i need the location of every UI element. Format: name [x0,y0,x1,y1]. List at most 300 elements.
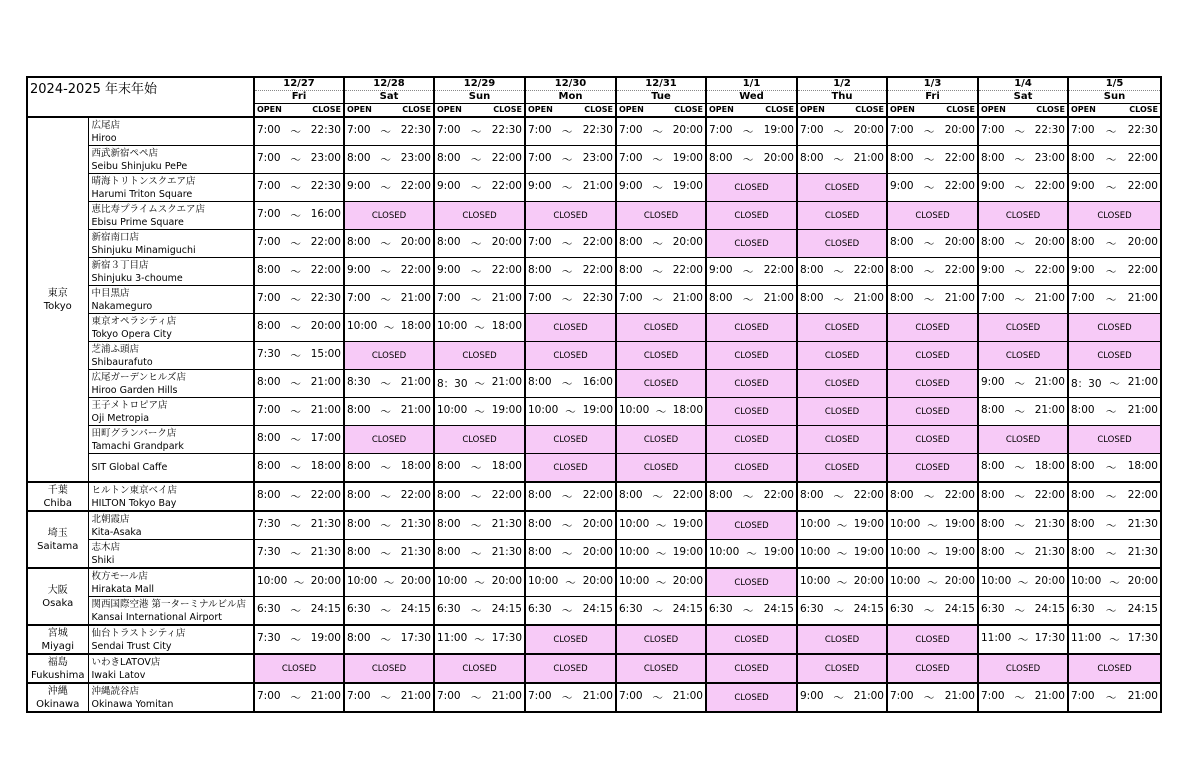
open-time: 8：30 [1071,378,1102,390]
hours-cell [434,258,525,286]
hours-cell [434,286,525,314]
open-time: 8:00 [1071,152,1095,164]
open-time: 10:00 [528,404,559,416]
open-time: 10:00 [619,546,650,558]
close-time: 20:00 [1127,575,1158,587]
open-time: 10:00 [437,575,468,587]
hours-cell [434,370,525,398]
closed-cell: CLOSED [525,342,616,370]
time-separator: ～ [565,406,576,418]
close-time: 22:00 [582,236,613,248]
store-row [27,654,1161,683]
store-name-en: Hiroo [91,132,117,144]
close-time: 24:15 [944,603,975,615]
day-date-header: 1/5 [1068,77,1161,91]
close-time: 21:00 [672,292,703,304]
close-time: 22:00 [1127,264,1158,276]
open-time: 7:00 [528,124,552,136]
time-separator: ～ [1014,294,1025,306]
store-name-en: Nakameguro [91,300,153,312]
open-time: 10:00 [619,575,650,587]
hours-cell [978,117,1068,146]
store-row [27,342,1161,370]
hours-cell [887,597,978,626]
time-separator: ～ [833,154,844,166]
close-time: 22:30 [310,180,341,192]
closed-cell: CLOSED [797,230,887,258]
region-name-en: Miyagi [41,640,75,652]
open-time: 7:00 [257,208,281,220]
time-separator: ～ [1105,154,1117,166]
close-time: 22:00 [1127,152,1158,164]
hours-cell [887,540,978,569]
hours-cell [1068,482,1161,511]
open-time: 7:30 [257,546,281,558]
open-time: 8:00 [890,264,914,276]
open-time: 7:00 [890,690,914,702]
hours-cell [434,117,525,146]
time-separator: ～ [652,294,663,306]
closed-cell: CLOSED [1068,654,1161,683]
hours-cell [887,230,978,258]
store-name-cell [88,482,254,511]
hours-cell [434,683,525,712]
open-time: 9:00 [981,376,1005,388]
hours-cell [797,482,887,511]
store-name-en: Shiki [91,554,115,566]
time-separator: ～ [561,294,573,306]
hours-cell [344,314,434,342]
open-close-header [434,104,525,118]
closed-cell: CLOSED [706,230,797,258]
time-separator: ～ [470,154,482,166]
close-time: 21:00 [1034,292,1065,304]
hours-cell [344,117,434,146]
hours-cell [978,597,1068,626]
close-time: 19:00 [672,518,703,530]
close-time: 17:30 [1034,632,1065,644]
hours-cell [434,625,525,654]
hours-cell [344,286,434,314]
close-time: 22:00 [853,489,884,501]
time-separator: ～ [561,266,573,278]
open-time: 7:00 [347,124,371,136]
close-time: 22:00 [582,264,613,276]
time-separator: ～ [290,491,301,503]
closed-cell: CLOSED [797,174,887,202]
time-separator: ～ [1105,520,1117,532]
table-body [27,117,1161,712]
open-time: 8:00 [437,152,461,164]
hours-cell [1068,625,1161,654]
close-time: 22:30 [582,124,613,136]
hours-cell [344,454,434,483]
close-time: 22:00 [491,264,522,276]
time-separator: ～ [383,577,395,589]
open-time: 7:00 [981,292,1005,304]
time-separator: ～ [652,238,663,250]
open-time: 6:30 [347,603,371,615]
open-time: 8:00 [709,152,733,164]
hours-cell [344,511,434,540]
close-time: 19:00 [944,546,975,558]
hours-cell [525,230,616,258]
open-time: 7:00 [257,124,281,136]
open-label: OPEN [981,105,1006,114]
hours-cell [616,683,706,712]
closed-cell: CLOSED [525,654,616,683]
time-separator: ～ [380,462,391,474]
store-name-jp: 仙台トラストシティ店 [91,627,186,639]
open-time: 8:00 [347,489,371,501]
close-time: 19:00 [853,546,884,558]
closed-cell: CLOSED [525,314,616,342]
time-separator: ～ [1014,462,1025,474]
time-separator: ～ [474,378,485,390]
close-time: 23:00 [1034,152,1065,164]
hours-cell [797,511,887,540]
open-time: 7:00 [1071,690,1095,702]
region-cell [27,654,88,683]
day-weekday-header: Mon [525,91,616,104]
store-name-jp: 恵比寿プライムスクエア店 [91,203,206,215]
open-close-header [797,104,887,118]
time-separator: ～ [474,322,485,334]
close-time: 24:15 [672,603,703,615]
closed-cell: CLOSED [797,654,887,683]
close-time: 22:00 [672,489,703,501]
open-time: 9:00 [709,264,733,276]
store-name-jp: 枚方モール店 [91,570,148,582]
store-name-cell [88,540,254,569]
close-time: 20:00 [582,546,613,558]
open-time: 8:00 [981,404,1005,416]
open-time: 8:00 [257,376,281,388]
close-label: CLOSE [674,105,703,114]
open-time: 8:00 [347,236,371,248]
open-time: 7:00 [347,292,371,304]
close-time: 19:00 [310,632,341,644]
hours-cell [797,286,887,314]
store-name-jp: ヒルトン東京ベイ店 [91,484,178,496]
open-time: 8:00 [437,236,461,248]
open-time: 7:00 [619,690,643,702]
store-name-jp: 志木店 [91,541,121,553]
closed-cell: CLOSED [434,342,525,370]
store-name-en: Shinjuku Minamiguchi [91,244,196,256]
store-name-en: HILTON Tokyo Bay [91,497,177,509]
close-time: 21:00 [763,292,794,304]
store-name-en: Iwaki Latov [91,669,146,681]
open-time: 8:00 [257,320,281,332]
close-time: 20:00 [491,575,522,587]
close-time: 20:00 [582,518,613,530]
open-time: 7:00 [257,690,281,702]
time-separator: ～ [923,692,935,704]
closed-cell: CLOSED [344,426,434,454]
store-name-en: Hirakata Mall [91,583,155,595]
open-time: 8:00 [890,489,914,501]
time-separator: ～ [742,266,754,278]
close-time: 17:00 [310,432,341,444]
day-weekday-header: Wed [706,91,797,104]
close-time: 21:00 [1127,404,1158,416]
close-time: 22:00 [944,152,975,164]
open-time: 7:30 [257,518,281,530]
open-time: 7:00 [528,690,552,702]
close-time: 21:30 [491,546,522,558]
hours-cell [706,482,797,511]
time-separator: ～ [474,634,485,646]
close-time: 18:00 [1127,460,1158,472]
open-time: 7:00 [528,292,552,304]
open-time: 8:00 [890,236,914,248]
hours-cell [797,568,887,597]
closed-cell: CLOSED [706,370,797,398]
open-time: 10:00 [709,546,740,558]
closed-cell: CLOSED [887,202,978,230]
hours-cell [525,286,616,314]
day-date-header: 12/30 [525,77,616,91]
hours-cell [616,597,706,626]
store-name-jp: 西武新宿ペペ店 [91,147,159,159]
time-separator: ～ [470,605,482,617]
hours-cell [254,286,344,314]
close-time: 22:00 [944,264,975,276]
hours-cell [616,174,706,202]
hours-cell [344,230,434,258]
open-label: OPEN [347,105,372,114]
time-separator: ～ [655,406,667,418]
region-name-en: Okinawa [36,698,80,710]
day-date-header: 12/27 [254,77,344,91]
hours-cell [978,568,1068,597]
store-name-jp: 中目黒店 [91,287,130,299]
close-time: 22:00 [491,180,522,192]
closed-cell: CLOSED [434,654,525,683]
time-separator: ～ [1109,634,1120,646]
time-separator: ～ [1105,462,1117,474]
closed-cell: CLOSED [887,370,978,398]
region-cell [27,625,88,654]
open-time: 8:00 [981,518,1005,530]
closed-cell: CLOSED [616,370,706,398]
day-weekday-header: Tue [616,91,706,104]
open-time: 9:00 [347,264,371,276]
closed-cell: CLOSED [978,426,1068,454]
store-name-cell [88,426,254,454]
closed-cell: CLOSED [525,426,616,454]
hours-cell [434,174,525,202]
open-time: 7:00 [981,124,1005,136]
open-label: OPEN [890,105,915,114]
close-time: 22:30 [582,292,613,304]
time-separator: ～ [923,126,935,138]
time-separator: ～ [290,266,301,278]
region-cell [27,568,88,625]
time-separator: ～ [833,294,844,306]
open-time: 7:00 [437,124,461,136]
open-time: 7:00 [890,124,914,136]
time-separator: ～ [1014,378,1025,390]
closed-cell: CLOSED [706,454,797,483]
store-name-en: Sendai Trust City [91,640,172,652]
close-time: 21:00 [853,152,884,164]
open-time: 9:00 [619,180,643,192]
open-time: 7:00 [1071,292,1095,304]
time-separator: ～ [290,548,301,560]
day-date-header: 1/1 [706,77,797,91]
open-time: 8:00 [800,292,824,304]
hours-cell [525,683,616,712]
close-time: 23:00 [400,152,431,164]
hours-cell [978,286,1068,314]
close-time: 20:00 [944,575,975,587]
time-separator: ～ [1014,605,1025,617]
hours-cell [344,398,434,426]
region-name-jp: 宮城 [47,627,68,639]
close-time: 21:00 [400,292,431,304]
close-time: 22:00 [310,264,341,276]
hours-cell [254,202,344,230]
close-time: 22:00 [491,152,522,164]
time-separator: ～ [836,520,848,532]
hours-cell [978,174,1068,202]
time-separator: ～ [290,350,301,362]
open-time: 8:00 [347,152,371,164]
hours-cell [254,454,344,483]
open-time: 8:00 [1071,489,1095,501]
open-time: 6:30 [1071,603,1095,615]
time-separator: ～ [923,182,935,194]
close-time: 21:00 [1127,376,1158,388]
close-time: 20:00 [672,575,703,587]
close-time: 20:00 [944,124,975,136]
closed-cell: CLOSED [616,654,706,683]
day-date-header: 1/2 [797,77,887,91]
hours-cell [434,597,525,626]
closed-cell: CLOSED [887,314,978,342]
time-separator: ～ [561,491,573,503]
close-time: 22:00 [763,489,794,501]
time-separator: ～ [927,577,938,589]
time-separator: ～ [380,154,391,166]
open-time: 8:00 [437,489,461,501]
region-name-jp: 大阪 [47,584,68,596]
time-separator: ～ [1105,238,1117,250]
time-separator: ～ [561,378,573,390]
hours-cell [887,146,978,174]
close-time: 24:15 [400,603,431,615]
closed-cell: CLOSED [344,202,434,230]
open-time: 7:00 [709,124,733,136]
closed-cell: CLOSED [887,342,978,370]
close-time: 20:00 [1127,236,1158,248]
time-separator: ～ [1105,692,1117,704]
open-time: 11:00 [1071,632,1102,644]
time-separator: ～ [1014,154,1025,166]
table-header [27,77,1161,117]
store-name-jp: 新宿南口店 [91,231,140,243]
close-time: 21:30 [1034,518,1065,530]
time-separator: ～ [380,378,391,390]
open-time: 8:00 [981,489,1005,501]
hours-cell [978,625,1068,654]
close-time: 21:00 [853,690,884,702]
close-time: 18:00 [1034,460,1065,472]
open-time: 8:00 [257,460,281,472]
open-time: 7:00 [257,180,281,192]
open-time: 7:00 [619,292,643,304]
open-time: 8:00 [528,518,552,530]
close-time: 19:00 [763,546,794,558]
store-name-en: SIT Global Caffe [91,462,168,473]
store-name-cell [88,511,254,540]
time-separator: ～ [470,692,482,704]
time-separator: ～ [1105,182,1117,194]
time-separator: ～ [1105,605,1117,617]
time-separator: ～ [652,692,663,704]
open-time: 8:00 [257,489,281,501]
hours-cell [254,258,344,286]
hours-cell [1068,540,1161,569]
closed-cell: CLOSED [797,426,887,454]
hours-cell [706,146,797,174]
region-name-en: Fukushima [30,669,85,681]
closed-cell: CLOSED [797,398,887,426]
time-separator: ～ [655,520,667,532]
time-separator: ～ [380,548,391,560]
closed-cell: CLOSED [797,454,887,483]
open-label: OPEN [709,105,734,114]
store-row [27,454,1161,483]
store-name-cell [88,625,254,654]
hours-cell [616,286,706,314]
hours-cell [797,597,887,626]
close-time: 22:00 [400,264,431,276]
open-time: 10:00 [437,404,468,416]
time-separator: ～ [1014,692,1025,704]
hours-cell [887,511,978,540]
hours-cell [254,540,344,569]
open-time: 8:00 [528,546,552,558]
hours-cell [344,258,434,286]
day-weekday-header: Fri [254,91,344,104]
close-time: 24:15 [1127,603,1158,615]
open-time: 10:00 [347,575,378,587]
hours-cell [887,174,978,202]
hours-cell [344,146,434,174]
time-separator: ～ [474,406,485,418]
time-separator: ～ [742,605,754,617]
time-separator: ～ [561,605,573,617]
hours-cell [525,117,616,146]
closed-cell: CLOSED [887,426,978,454]
open-time: 7:00 [981,690,1005,702]
time-separator: ～ [561,182,573,194]
close-time: 22:00 [1127,489,1158,501]
close-label: CLOSE [493,105,522,114]
time-separator: ～ [290,126,301,138]
open-time: 7:00 [619,152,643,164]
hours-cell [706,286,797,314]
store-name-jp: 広尾店 [91,119,121,131]
close-time: 24:15 [853,603,884,615]
open-time: 7:00 [800,124,824,136]
open-time: 10:00 [800,575,831,587]
close-label: CLOSE [765,105,794,114]
open-time: 10:00 [890,518,921,530]
